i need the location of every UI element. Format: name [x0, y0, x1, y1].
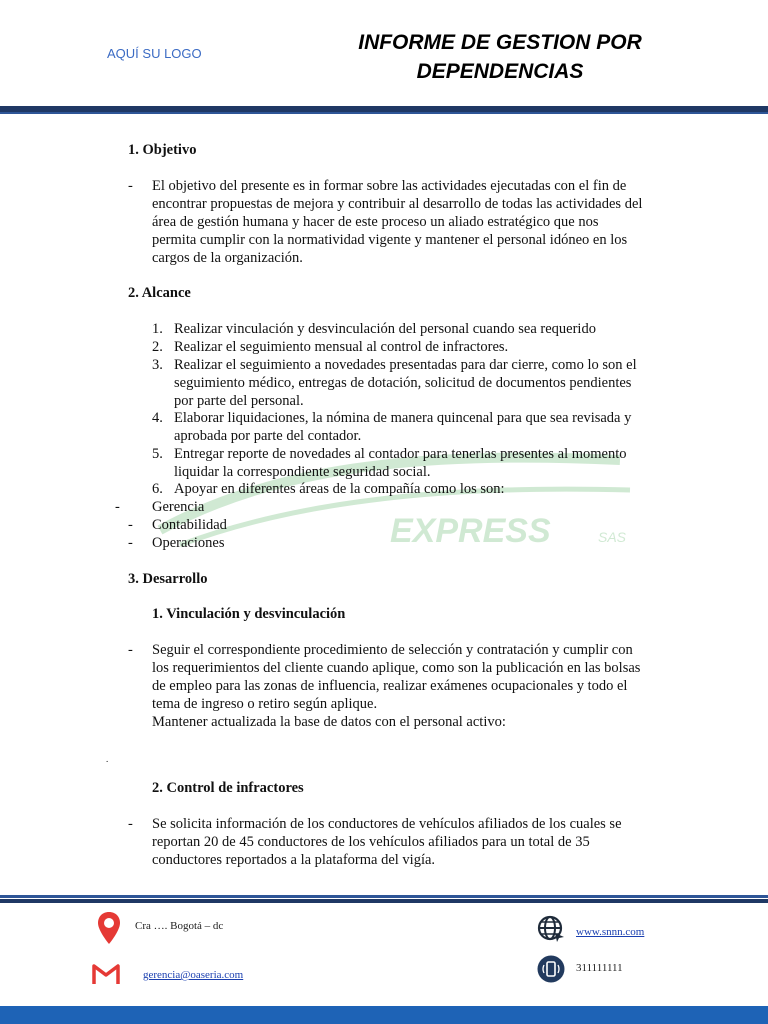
footer-email-link[interactable]: gerencia@oaseria.com	[143, 969, 244, 981]
bullet-dash: -	[128, 816, 133, 832]
text-line: El objetivo del presente es in formar sobre las actividades ejecutadas con el fin de	[152, 178, 627, 194]
area-operaciones: Operaciones	[152, 535, 225, 551]
location-pin-icon	[97, 911, 121, 945]
subheading-vinculacion: 1. Vinculación y desvinculación	[152, 606, 346, 622]
bullet-dash: -	[128, 178, 133, 194]
gmail-icon	[92, 963, 120, 985]
list-item: Elaborar liquidaciones, la nómina de manera quincenal para que sea revisada y aprobada por parte del contador.	[174, 410, 632, 444]
text-line: encontrar propuestas de mejora y contribuir al desarrollo de todas las actividades del	[152, 196, 643, 212]
bullet-dash: -	[128, 642, 133, 658]
footer-website-link[interactable]: www.snnn.com	[576, 926, 645, 938]
list-number: 5.	[152, 446, 163, 462]
bottom-band	[0, 1006, 768, 1024]
list-number: 3.	[152, 357, 163, 373]
list-item: Realizar vinculación y desvinculación del personal cuando sea requerido	[174, 321, 596, 337]
header-band-accent	[0, 112, 768, 114]
list-number: 4.	[152, 410, 163, 426]
watermark-brand: EXPRESS	[390, 512, 551, 550]
stray-mark: .	[106, 754, 109, 764]
infractores-paragraph: Se solicita información de los conductores de vehículos afiliados de los cuales se reportan 20 de 45 conductores de los vehículos afiliados para un total de 35 conductores reportados a la plataforma del vigía.	[152, 816, 622, 868]
footer-band-accent	[0, 895, 768, 898]
watermark-suffix: SAS	[598, 529, 627, 545]
area-contabilidad: Contabilidad	[152, 517, 227, 533]
list-number: 2.	[152, 339, 163, 355]
objetivo-paragraph	[152, 177, 642, 267]
globe-icon	[537, 915, 565, 943]
list-item: Entregar reporte de novedades al contador para tenerlas presentes al momento liquidar la correspondiente seguridad social.	[174, 446, 627, 480]
list-item: Apoyar en diferentes áreas de la compañía como los son:	[174, 481, 505, 497]
footer-band	[0, 899, 768, 903]
heading-alcance: 2. Alcance	[128, 285, 191, 301]
text-line: cargos de la organización.	[152, 250, 303, 266]
text-line: área de gestión humana y hacer de este proceso un aliado estratégico que nos	[152, 214, 599, 230]
vinculacion-paragraph: Seguir el correspondiente procedimiento de selección y contratación y cumplir con los requerimientos del cliente cuando aplique, como son la publicación en las bolsas de empleo para las zonas de influencia, realizar exámenes ocupacionales y todo el tema de ingreso o retiro según aplique. Mantener actualizada la base de datos con el personal activo:	[152, 642, 641, 730]
text-line: permita cumplir con la normatividad vigente y mantener el personal idóneo en los	[152, 232, 628, 248]
list-number: 1.	[152, 321, 163, 337]
title-line-1: INFORME DE GESTION POR	[358, 31, 642, 54]
list-item: Realizar el seguimiento mensual al control de infractores.	[174, 339, 509, 355]
bullet-dash: -	[128, 517, 133, 533]
subheading-infractores: 2. Control de infractores	[152, 780, 304, 796]
footer-address: Cra …. Bogotá – dc	[135, 920, 224, 932]
logo-placeholder: AQUÍ SU LOGO	[107, 46, 202, 61]
area-gerencia: Gerencia	[152, 499, 205, 515]
list-item: Realizar el seguimiento a novedades presentadas para dar cierre, como lo son el seguimiento médico, entregas de dotación, solicitud de documentos pendientes por parte del personal.	[174, 357, 637, 409]
list-number: 6.	[152, 481, 163, 497]
bullet-dash: -	[115, 499, 120, 515]
heading-desarrollo: 3. Desarrollo	[128, 571, 208, 587]
footer-phone: 311111111	[576, 962, 623, 974]
title-line-2: DEPENDENCIAS	[416, 60, 584, 83]
bullet-dash: -	[128, 535, 133, 551]
phone-icon	[537, 955, 565, 983]
document-title	[330, 28, 670, 86]
heading-objetivo: 1. Objetivo	[128, 142, 197, 158]
